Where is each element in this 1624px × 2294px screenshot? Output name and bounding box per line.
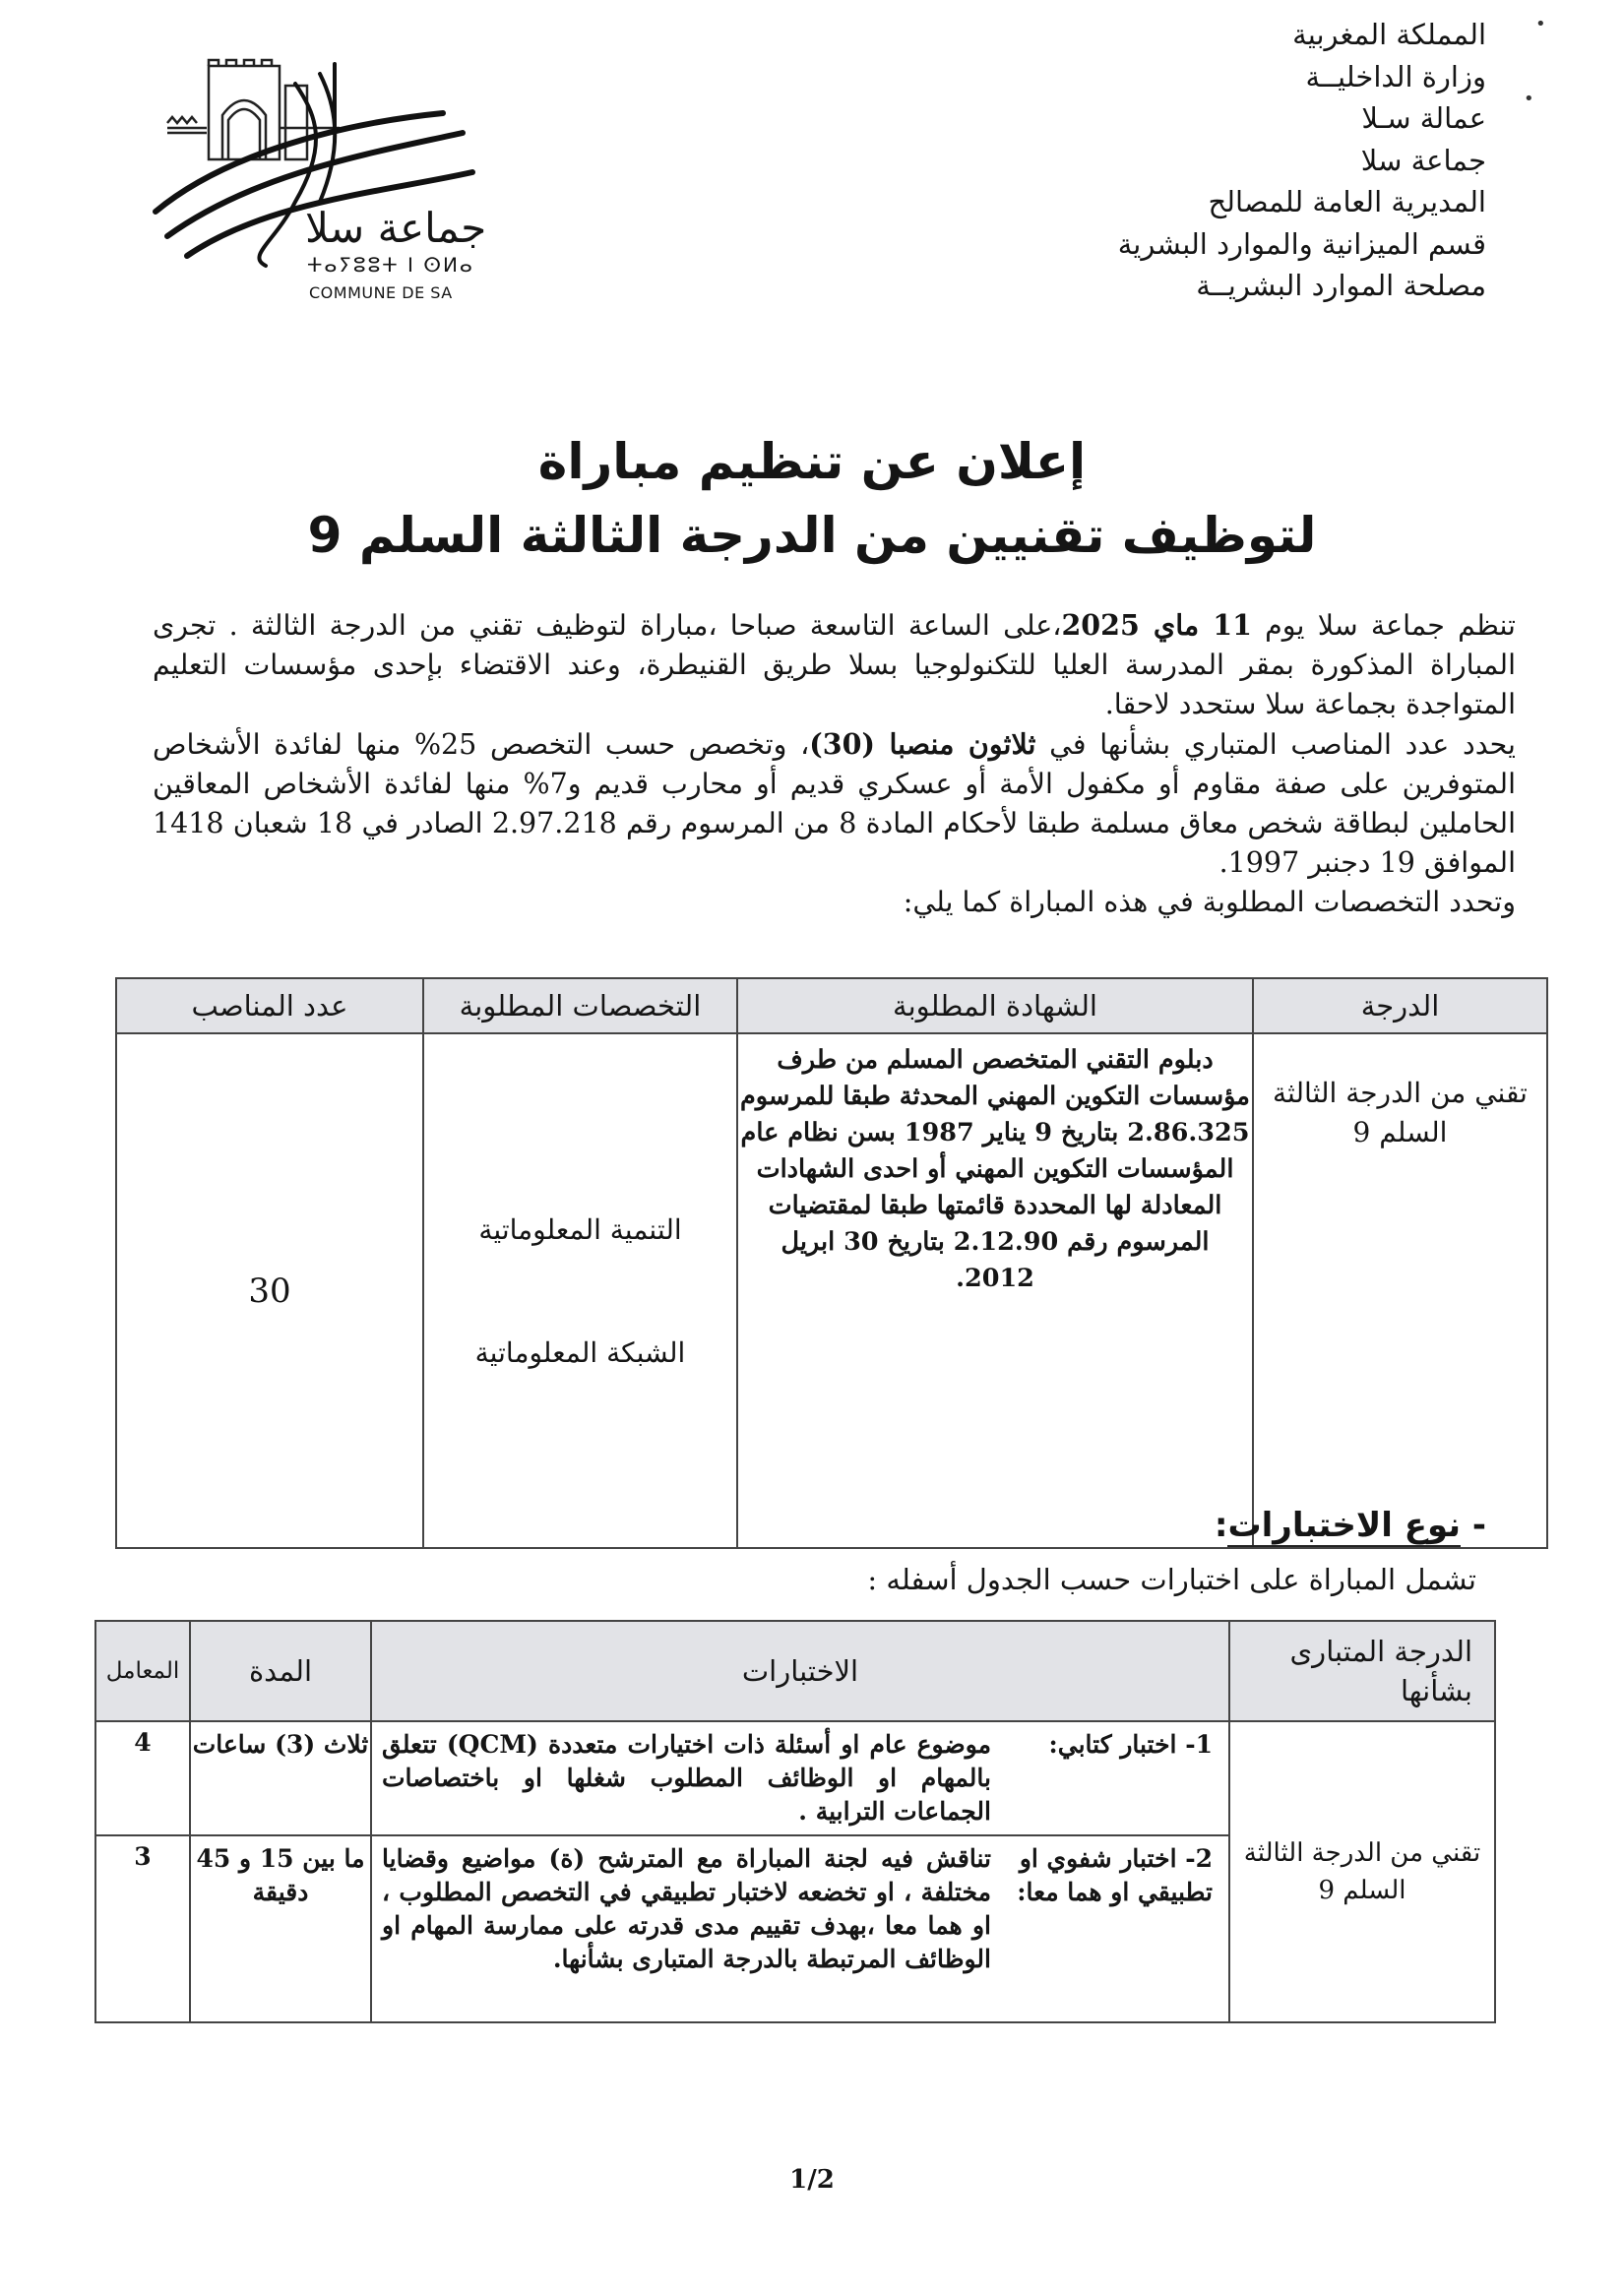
positions-count-text: ثلاثون منصبا (30) [809,727,1036,761]
test-description: موضوع عام او أسئلة ذات اختيارات متعددة (QCM) تتعلق بالمهام او الوظائف المطلوب شغلها او باختصاصات الجماعات الترابية . [382,1730,991,1826]
heading-dash: - [1471,1506,1486,1545]
body-paragraph: وتحدد التخصصات المطلوبة في هذه المباراة كما يلي: [903,886,1516,918]
test-description: تناقش فيه لجنة المباراة مع المترشح (ة) مواضيع وقضايا مختلفة ، او تخضعه لاختبار تطبيقي في التخصص المطلوب ، او هما معا ،بهدف تقييم مدى قدرته على ممارسة المهام او الوظائف المرتبطة بالدرجة المتبارى بشأنها. [382,1844,991,1973]
grade-cell: تقني من الدرجة الثالثة السلم 9 [1229,1721,1495,2022]
specialty-item: الشبكة المعلوماتية [474,1335,686,1369]
announcement-title: إعلان عن تنظيم مباراة [537,433,1087,490]
tests-table [94,1620,1496,2023]
column-header: الشهادة المطلوبة [737,978,1253,1033]
logo-arabic-text: جماعة سلا [305,204,487,252]
announcement-subtitle: لتوظيف تقنيين من الدرجة الثالثة السلم 9 [307,507,1317,564]
table-header-row [95,1621,1495,1721]
column-header: المعامل [95,1621,190,1721]
coefficient-cell: 3 [95,1835,190,2022]
certificate-cell: دبلوم التقني المتخصص المسلم من طرف مؤسسات التكوين المهني المحدثة طبقا للمرسوم 2.86.325 بتاريخ 9 يناير 1987 بسن نظام عام المؤسسات التكوين المهني أو احدى الشهادات المعادلة لها المحددة قائمتها طبقا لمقتضيات المرسوم رقم 2.12.90 بتاريخ 30 ابريل 2012. [737,1033,1253,1548]
column-header: عدد المناصب [116,978,423,1033]
tests-section-subtitle: تشمل المباراة على اختبارات حسب الجدول أسفله : [867,1563,1476,1596]
heading-colon: : [1214,1506,1228,1545]
header-line: عمالة سـلا [1361,101,1486,135]
test-name: 2- اختبار شفوي او تطبيقي او هما معا: [1017,1844,1213,1906]
body-text: ،على الساعة التاسعة صباحا ،مباراة لتوظيف تقني من الدرجة الثالثة . تجرى المباراة المذكورة بمقر المدرسة العليا للتكنولوجيا بسلا طريق القنيطرة، وعند الاقتضاء بإحدى مؤسسات التعليم المتواجدة بجماعة سلا ستحدد لاحقا. [153,609,1516,720]
header-line: وزارة الداخليــة [1305,59,1486,93]
body-paragraph [153,605,1516,724]
logo-french-text: COMMUNE DE SA [309,283,453,302]
specialties-cell [423,1033,737,1548]
column-header: الدرجة المتبارى بشأنها [1229,1621,1495,1721]
specialty-item: التنمية المعلوماتية [478,1212,682,1246]
column-header: المدة [190,1621,371,1721]
header-line: جماعة سلا [1360,143,1486,177]
logo-tifinagh-text: ⵜⴰⵢⵓⵓⵜ ⵏ ⵙⵍⴰ [307,253,474,277]
coefficient-cell: 4 [95,1721,190,1835]
duration-cell: ما بين 15 و 45 دقيقة [190,1835,371,2022]
test-name: 1- اختبار كتابي: [1048,1730,1213,1759]
header-line: المديرية العامة للمصالح [1208,185,1486,218]
duration-cell: ثلاث (3) ساعات [190,1721,371,1835]
table-row [116,1033,1547,1548]
margin-mark: • [1524,89,1534,109]
contest-date: 11 ماي 2025 [1061,608,1252,642]
column-header: الدرجة [1253,978,1547,1033]
table-row [95,1721,1495,1835]
grade-cell: تقني من الدرجة الثالثة السلم 9 [1253,1033,1547,1548]
announcement-body [153,605,1516,922]
test-cell [371,1835,1229,2022]
body-text: يحدد عدد المناصب المتباري بشأنها في [1035,728,1516,761]
heading-text: نوع الاختبارات [1227,1506,1462,1545]
table-header-row [116,978,1547,1033]
test-cell [371,1721,1229,1835]
body-paragraph [153,724,1516,883]
column-header: التخصصات المطلوبة [423,978,737,1033]
header-line: مصلحة الموارد البشريــة [1196,269,1486,302]
margin-mark: • [1535,14,1546,34]
column-header: الاختبارات [371,1621,1229,1721]
administrative-header [935,14,1486,307]
page-number: 1/2 [789,2165,835,2195]
positions-count-cell: 30 [116,1033,423,1548]
header-line: المملكة المغربية [1292,18,1486,51]
body-text: ، وتخصص حسب التخصص 25% منها لفائدة الأشخاص المتوفرين على صفة مقاوم أو مكفول الأمة أو عسكري قديم أو محارب قديم و7% منها لفائدة الأشخاص المعاقين الحاملين لبطاقة شخص معاق مسلمة طبقا لأحكام المادة 8 من المرسوم رقم 2.97.218 الصادر في 18 شعبان 1418 الموافق 19 دجنبر 1997. [153,728,1517,879]
header-line: قسم الميزانية والموارد البشرية [1117,226,1486,261]
body-text: تنظم جماعة سلا يوم [1251,609,1516,642]
positions-table [115,977,1548,1549]
tests-section-heading [1215,1506,1486,1545]
